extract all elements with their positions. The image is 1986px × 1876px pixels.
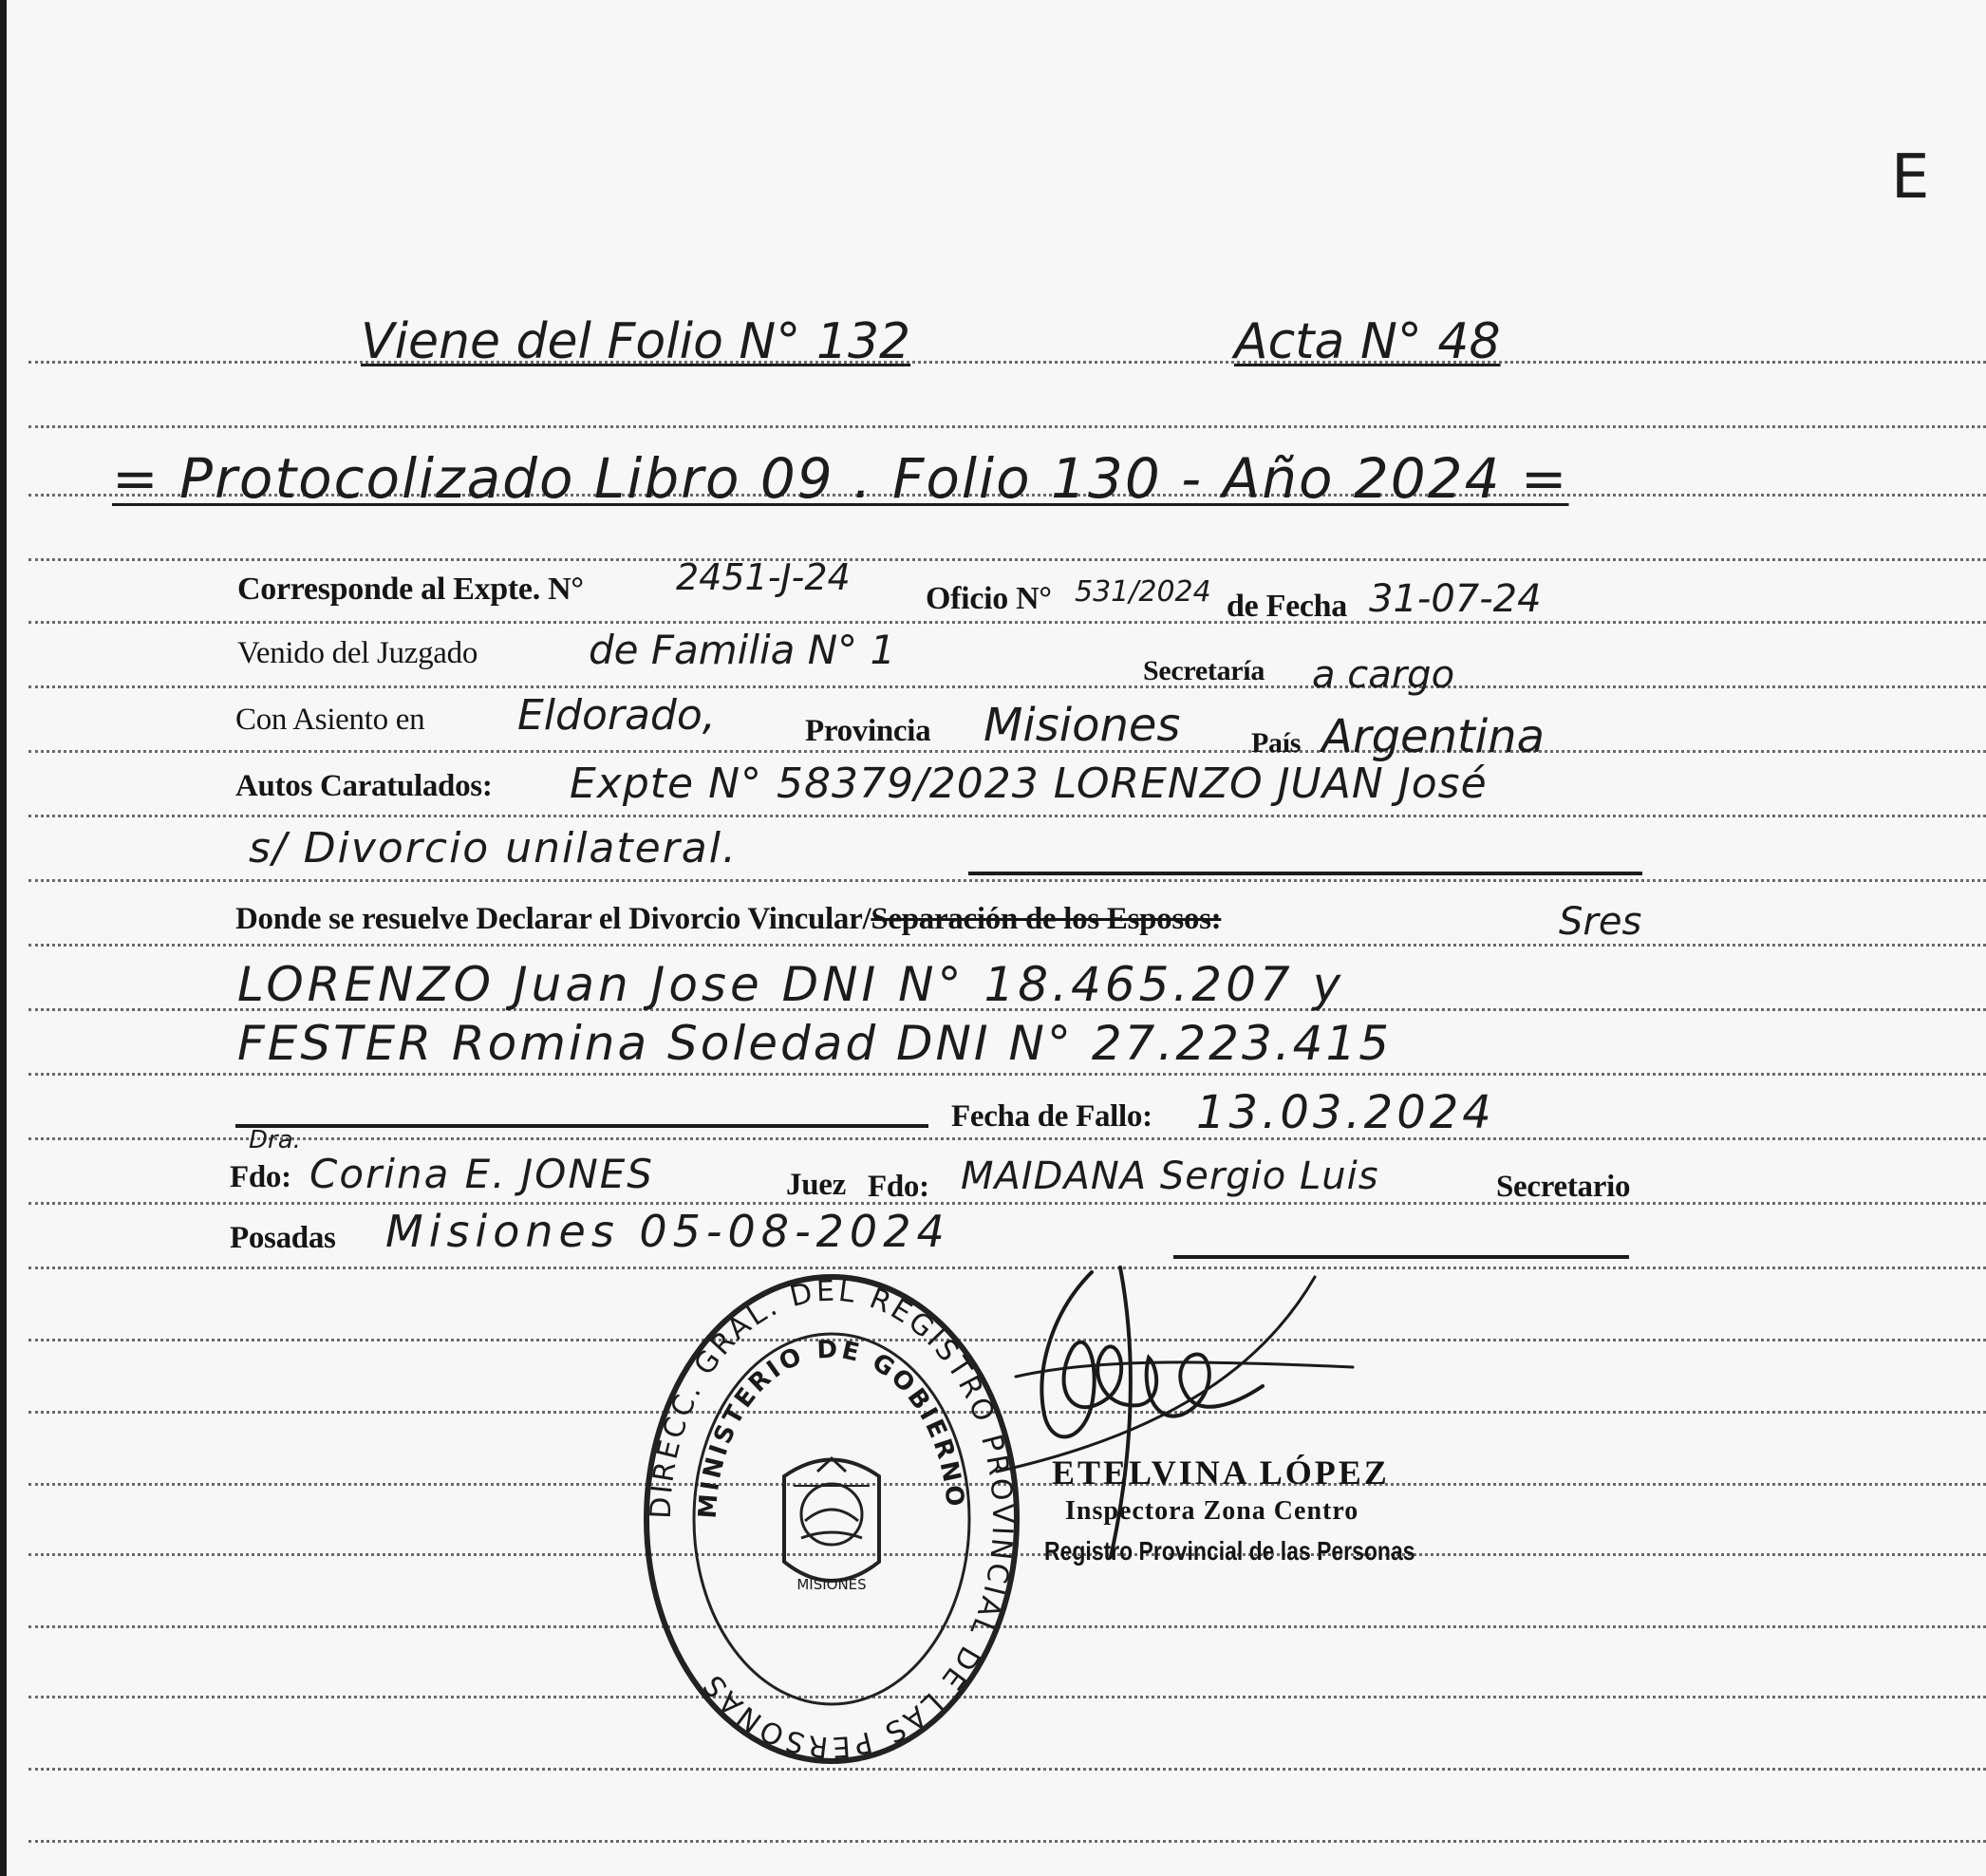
oficio-label: Oficio N° bbox=[926, 581, 1052, 616]
resuelve-text: Donde se resuelve Declarar el Divorcio Vincular/ bbox=[235, 902, 871, 936]
expte-value: 2451-J-24 bbox=[676, 556, 851, 598]
pais-value: Argentina bbox=[1321, 710, 1545, 763]
resuelve-label bbox=[235, 902, 1221, 937]
resuelve-struck-text: Separación de los Esposos: bbox=[871, 902, 1222, 936]
viene-folio-note: Viene del Folio N° 132 bbox=[361, 313, 911, 370]
expte-label: Corresponde al Expte. N° bbox=[237, 572, 584, 607]
corner-mark: E bbox=[1891, 142, 1930, 213]
pais-label: País bbox=[1251, 727, 1302, 759]
fecha-label: de Fecha bbox=[1227, 589, 1347, 624]
provincia-label: Provincia bbox=[805, 714, 931, 748]
oficio-value: 531/2024 bbox=[1075, 575, 1211, 609]
official-seal bbox=[642, 1272, 1021, 1766]
seal-inner-text: MINISTERIO DE GOBIERNO bbox=[693, 1335, 969, 1520]
page-left-edge bbox=[0, 0, 7, 1876]
juez-value: Corina E. JONES bbox=[309, 1151, 654, 1197]
officer-office: Registro Provincial de las Personas bbox=[1044, 1536, 1415, 1566]
secretaria-label: Secretaría bbox=[1143, 655, 1265, 686]
protocolizado-note: = Protocolizado Libro 09 . Folio 130 - Año 2024 = bbox=[112, 446, 1569, 511]
spouse-2: FESTER Romina Soledad DNI N° 27.223.415 bbox=[237, 1016, 1393, 1071]
asiento-label: Con Asiento en bbox=[235, 703, 425, 737]
svg-text:MINISTERIO DE GOBIERNO bbox=[694, 1336, 969, 1520]
spouse-1: LORENZO Juan Jose DNI N° 18.465.207 y bbox=[237, 957, 1345, 1012]
autos-value-line-2: s/ Divorcio unilateral. bbox=[249, 824, 738, 872]
fdo-label: Fdo: bbox=[230, 1160, 291, 1194]
posadas-label: Posadas bbox=[230, 1221, 336, 1255]
seal-emblem-text: MISIONES bbox=[796, 1576, 867, 1593]
seal-outer-text: DIRECC. GRAL. DEL REGISTRO PROVINCIAL DE LAS PERSONAS bbox=[644, 1274, 1020, 1764]
autos-value-line-1: Expte N° 58379/2023 LORENZO JUAN José bbox=[570, 760, 1488, 808]
juez-label: Juez bbox=[786, 1168, 846, 1202]
acta-number: Acta N° 48 bbox=[1234, 313, 1501, 370]
fallo-value: 13.03.2024 bbox=[1196, 1086, 1495, 1139]
fallo-fill-line bbox=[235, 1124, 928, 1128]
posadas-value: Misiones 05-08-2024 bbox=[385, 1206, 950, 1257]
juzgado-value: de Familia N° 1 bbox=[589, 627, 896, 673]
asiento-value: Eldorado, bbox=[517, 691, 716, 740]
fallo-label: Fecha de Fallo: bbox=[951, 1099, 1152, 1134]
fecha-value: 31-07-24 bbox=[1369, 577, 1542, 621]
secretaria-value: a cargo bbox=[1312, 653, 1455, 697]
dra-note: Dra. bbox=[249, 1126, 301, 1154]
fdo2-label: Fdo: bbox=[868, 1170, 929, 1204]
provincia-value: Misiones bbox=[984, 699, 1181, 752]
secretario-value: MAIDANA Sergio Luis bbox=[961, 1154, 1379, 1198]
officer-title: Inspectora Zona Centro bbox=[1065, 1496, 1359, 1526]
sres-value: Sres bbox=[1559, 900, 1642, 944]
secretario-label: Secretario bbox=[1496, 1170, 1631, 1204]
autos-label: Autos Caratulados: bbox=[235, 769, 493, 803]
provincial-emblem-icon bbox=[784, 1458, 879, 1581]
autos-fill-line bbox=[968, 872, 1642, 875]
officer-name: ETELVINA LÓPEZ bbox=[1052, 1454, 1390, 1491]
juzgado-label: Venido del Juzgado bbox=[237, 636, 478, 670]
